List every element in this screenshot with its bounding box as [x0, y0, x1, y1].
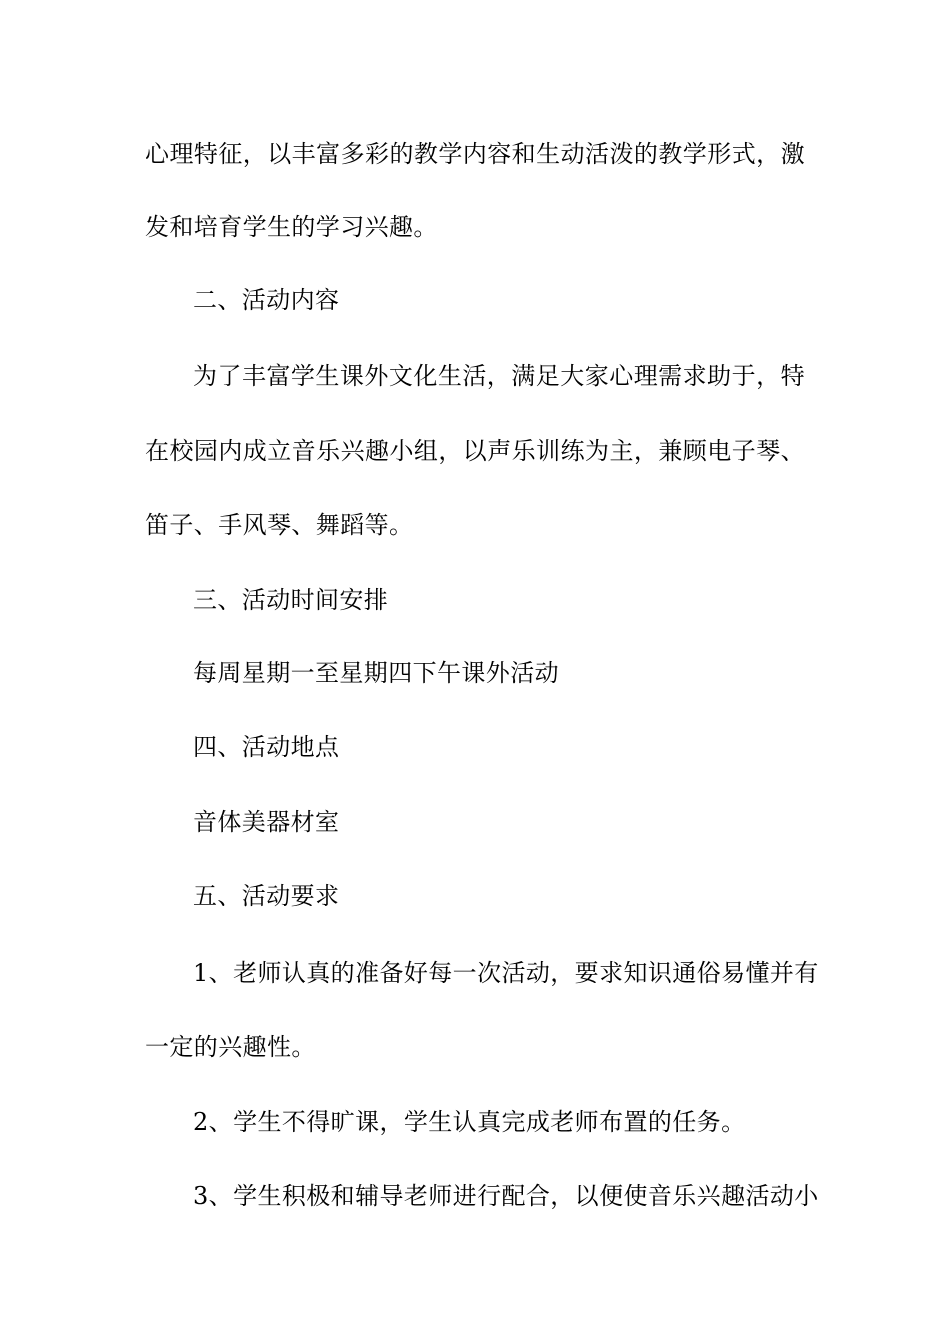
body-text-line: 3、学生积极和辅导老师进行配合，以便使音乐兴趣活动小 — [193, 1182, 819, 1210]
body-text-line: 1、老师认真的准备好每一次活动，要求知识通俗易懂并有 — [193, 959, 819, 987]
body-text-line: 发和培育学生的学习兴趣。 — [145, 213, 438, 241]
section-heading: 五、活动要求 — [193, 882, 340, 910]
section-heading: 三、活动时间安排 — [193, 586, 389, 614]
body-text-line: 笛子、手风琴、舞蹈等。 — [145, 511, 414, 539]
body-text-line: 心理特征，以丰富多彩的教学内容和生动活泼的教学形式，激 — [145, 140, 805, 168]
body-text-line: 一定的兴趣性。 — [145, 1033, 316, 1061]
body-text-line: 音体美器材室 — [193, 808, 340, 836]
section-heading: 四、活动地点 — [193, 733, 340, 761]
body-text-line: 为了丰富学生课外文化生活，满足大家心理需求助于，特 — [193, 362, 805, 390]
body-text-line: 在校园内成立音乐兴趣小组，以声乐训练为主，兼顾电子琴、 — [145, 437, 805, 465]
section-heading: 二、活动内容 — [193, 286, 340, 314]
body-text-line: 2、学生不得旷课，学生认真完成老师布置的任务。 — [193, 1108, 746, 1136]
body-text-line: 每周星期一至星期四下午课外活动 — [193, 659, 559, 687]
